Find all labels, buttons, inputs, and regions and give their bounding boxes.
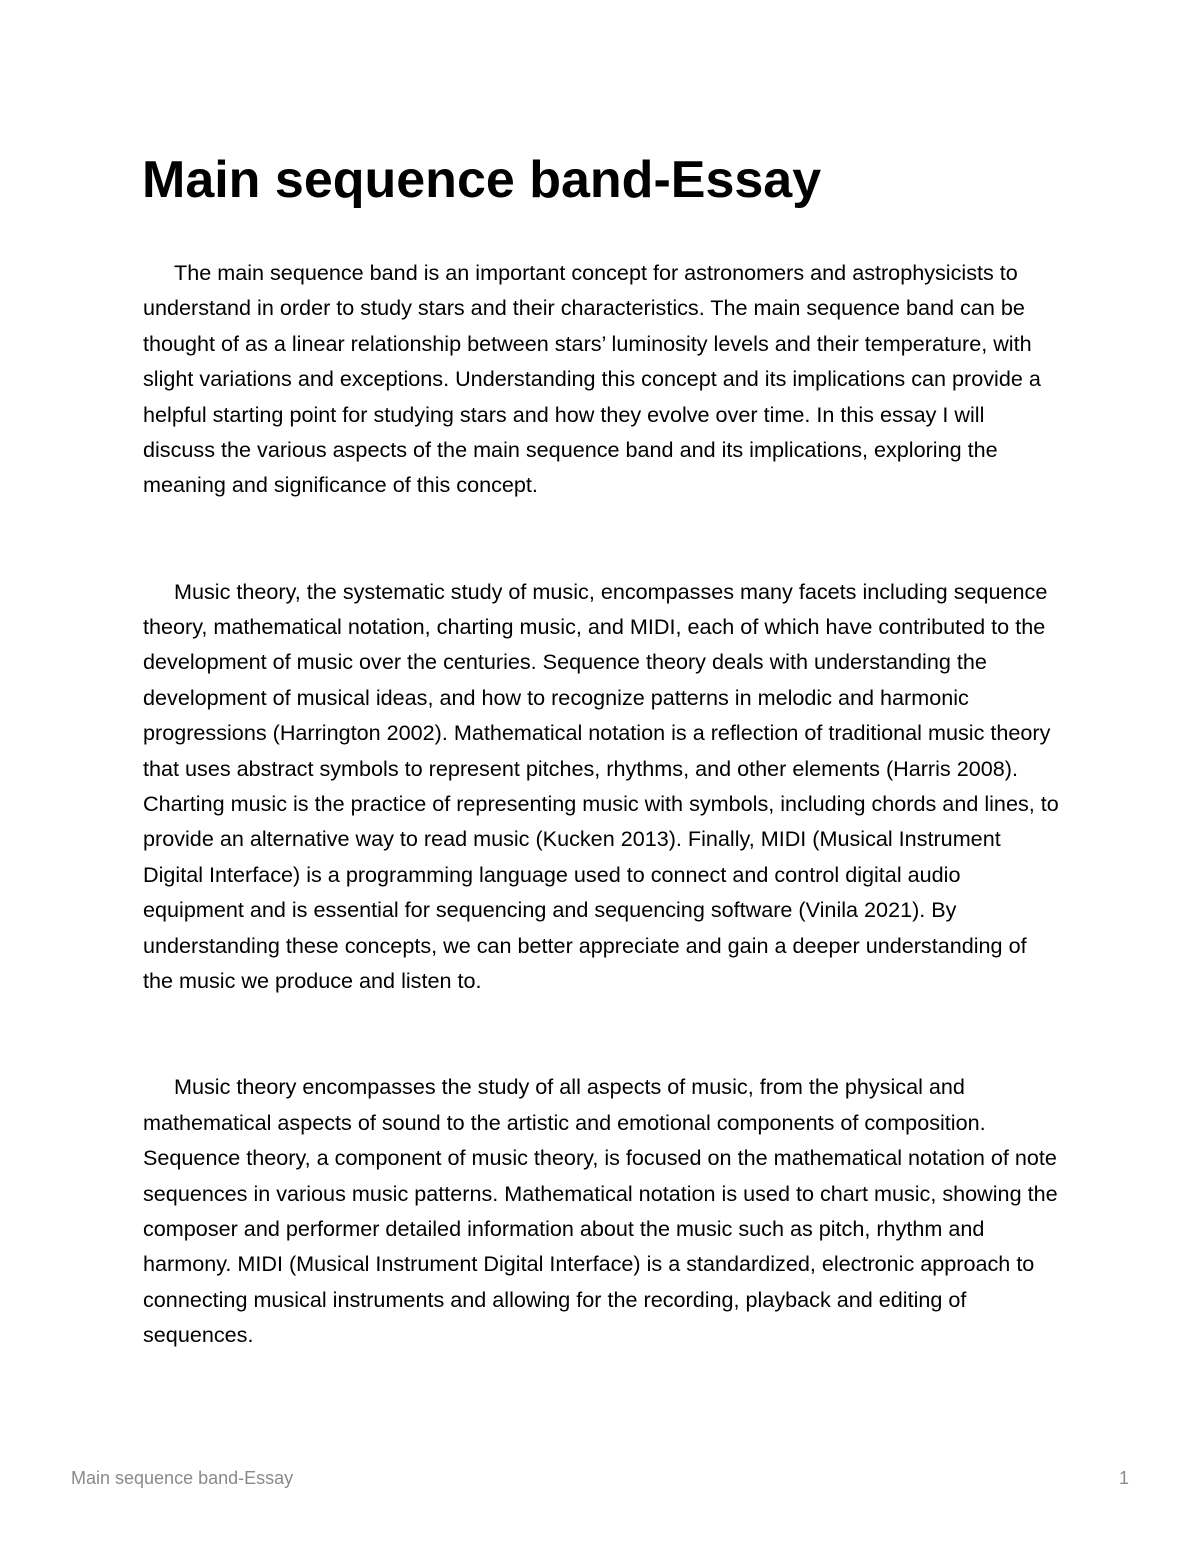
paragraph-3: Music theory encompasses the study of all aspects of music, from the physical and mathematical aspects of sound to the artistic and emotional components of composition. Sequence theory, a component of music theory, is focused on the mathematical notation of note sequences in various music patterns. Mathematical notation is used to chart music, showing the composer and performer detailed information about the music such as pitch, rhythm and harmony. MIDI (Musical Instrument Digital Interface) is a standardized, electronic approach to connecting musical instruments and allowing for the recording, playback and editing of sequences. [143, 1074, 1058, 1348]
paragraph-1: The main sequence band is an important concept for astronomers and astrophysicists to understand in order to study stars and their characteristics. The main sequence band can be thought of as a linear relationship between stars’ luminosity levels and their temperature, with slight variations and exceptions. Understanding this concept and its implications can provide a helpful starting point for studying stars and how they evolve over time. In this essay I will discuss the various aspects of the main sequence band and its implications, exploring the meaning and significance of this concept. [143, 260, 1041, 498]
document-title: Main sequence band-Essay [142, 151, 822, 209]
paragraph-2: Music theory, the systematic study of music, encompasses many facets including sequence theory, mathematical notation, charting music, and MIDI, each of which have contributed to the development of music over the centuries. Sequence theory deals with understanding the development of musical ideas, and how to recognize patterns in melodic and harmonic progressions (Harrington 2002). Mathematical notation is a reflection of traditional music theory that uses abstract symbols to represent pitches, rhythms, and other elements (Harris 2008). Charting music is the practice of representing music with symbols, including chords and lines, to provide an alternative way to read music (Kucken 2013). Finally, MIDI (Musical Instrument Digital Interface) is a programming language used to connect and control digital audio equipment and is essential for sequencing and sequencing software (Vinila 2021). By understanding these concepts, we can better appreciate and gain a deeper understanding of the music we produce and listen to. [143, 578, 1059, 994]
footer-title: Main sequence band-Essay [71, 1468, 294, 1488]
document-body [143, 255, 1061, 1353]
footer-page-number: 1 [1118, 1468, 1129, 1488]
